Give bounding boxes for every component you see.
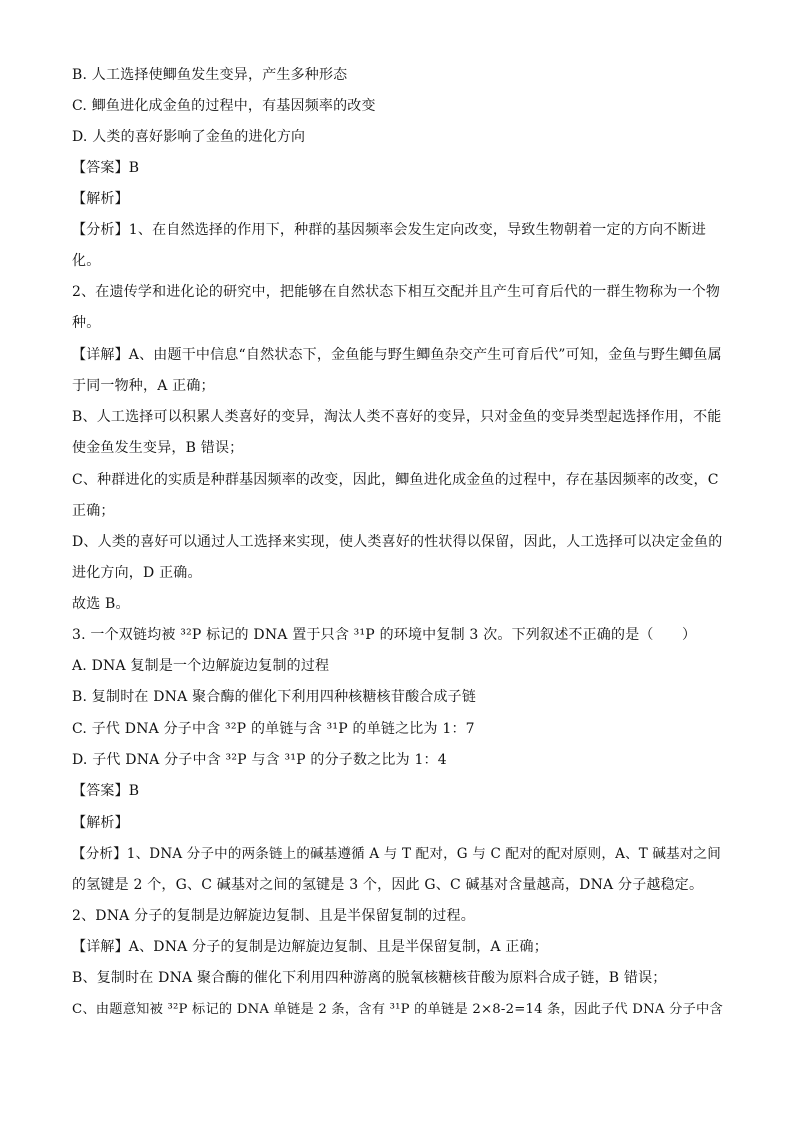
detail-paragraph-line: 于同一物种，A 正确； [72,378,215,394]
analysis-paragraph-line: 的氢键是 2 个，G、C 碱基对之间的氢键是 3 个，因此 G、C 碱基对含量越高，DNA 分子越稳定。 [72,877,704,893]
analysis-label: 【解析】 [72,815,129,831]
option-d-line: D. 人类的喜好影响了金鱼的进化方向 [72,129,306,145]
detail-paragraph-line: C、种群进化的实质是种群基因频率的改变，因此，鲫鱼进化成金鱼的过程中，存在基因频率的改变，C [72,472,719,488]
detail-paragraph-line: 进化方向，D 正确。 [72,565,202,581]
detail-paragraph-line: B、人工选择可以积累人类喜好的变异，淘汰人类不喜好的变异，只对金鱼的变异类型起选择作用，不能 [72,409,722,425]
analysis-paragraph-line: 化。 [72,253,101,269]
analysis-paragraph-line: 2、DNA 分子的复制是边解旋边复制、且是半保留复制的过程。 [72,908,475,924]
answer-label: 【答案】B [72,783,140,799]
detail-paragraph-line: C、由题意知被 ³²P 标记的 DNA 单链是 2 条，含有 ³¹P 的单链是 2×8-2=14 条，因此子代 DNA 分子中含 [72,1002,723,1017]
answer-label: 【答案】B [72,160,140,176]
conclusion-line: 故选 B。 [72,596,130,612]
detail-paragraph-line: 【详解】A、由题干中信息“自然状态下，金鱼能与野生鲫鱼杂交产生可育后代”可知，金鱼与野生鲫鱼属 [72,347,722,363]
detail-paragraph-line: 使金鱼发生变异，B 错误； [72,440,244,456]
option-c-line: C. 子代 DNA 分子中含 ³²P 的单链与含 ³¹P 的单链之比为 1：7 [72,721,475,737]
option-a-line: A. DNA 复制是一个边解旋边复制的过程 [72,658,330,674]
question-stem: 3. 一个双链均被 ³²P 标记的 DNA 置于只含 ³¹P 的环境中复制 3 次。下列叙述不正确的是（ ） [72,627,697,643]
detail-paragraph-line: D、人类的喜好可以通过人工选择来实现，使人类喜好的性状得以保留，因此，人工选择可以决定金鱼的 [72,534,723,550]
option-b-line: B. 人工选择使鲫鱼发生变异，产生多种形态 [72,67,348,83]
option-d-line: D. 子代 DNA 分子中含 ³²P 与含 ³¹P 的分子数之比为 1：4 [72,752,447,768]
analysis-paragraph-line: 种。 [72,315,101,331]
analysis-label: 【解析】 [72,191,129,207]
analysis-paragraph-line: 【分析】1、DNA 分子中的两条链上的碱基遵循 A 与 T 配对，G 与 C 配对的配对原则，A、T 碱基对之间 [72,846,721,862]
option-c-line: C. 鲫鱼进化成金鱼的过程中，有基因频率的改变 [72,98,376,114]
detail-paragraph-line: 【详解】A、DNA 分子的复制是边解旋边复制、且是半保留复制，A 正确； [72,939,548,955]
detail-paragraph-line: 正确； [72,503,115,519]
analysis-paragraph-line: 【分析】1、在自然选择的作用下，种群的基因频率会发生定向改变，导致生物朝着一定的方向不断进 [72,222,706,238]
detail-paragraph-line: B、复制时在 DNA 聚合酶的催化下利用四种游离的脱氧核糖核苷酸为原料合成子链，B 错误； [72,970,667,986]
analysis-paragraph-line: 2、在遗传学和进化论的研究中，把能够在自然状态下相互交配并且产生可育后代的一群生物称为一个物 [72,284,721,300]
option-b-line: B. 复制时在 DNA 聚合酶的催化下利用四种核糖核苷酸合成子链 [72,689,477,705]
